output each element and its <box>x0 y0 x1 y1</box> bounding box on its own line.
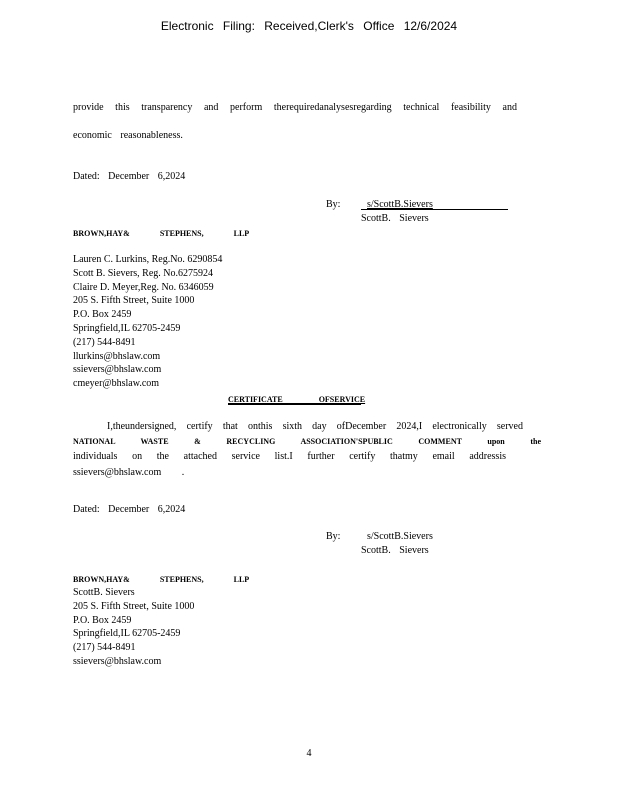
address-line: P.O. Box 2459 <box>73 614 132 626</box>
email-line: ssievers@bhslaw.com <box>73 364 162 376</box>
address-line: P.O. Box 2459 <box>73 309 132 321</box>
certificate-title-rule <box>228 404 361 405</box>
certificate-line-4: ssievers@bhslaw.com . <box>73 467 185 478</box>
certificate-line-1: I,theundersigned, certify that onthis sixth day ofDecember 2024,I electronically served <box>107 421 523 432</box>
attorney-block <box>73 253 222 391</box>
electronic-signature-1: s/ScottB.Sievers <box>367 199 433 210</box>
phone-line: (217) 544-8491 <box>73 336 136 348</box>
paragraph-line-1: provide this transparency and perform therequiredanalysesregarding technical feasibility and <box>73 102 517 113</box>
certificate-line-3: individuals on the attached service list.I further certify thatmy email addressis <box>73 451 506 462</box>
firm-name-1: BROWN,HAY& STEPHENS, LLP <box>73 229 250 238</box>
attorney-line: Scott B. Sievers, Reg. No.6275924 <box>73 267 213 279</box>
attorney-line: Claire D. Meyer,Reg. No. 6346059 <box>73 281 214 293</box>
email-line: cmeyer@bhslaw.com <box>73 378 160 390</box>
signer-name-2: ScottB. Sievers <box>361 545 429 556</box>
certificate-line-2: NATIONAL WASTE & RECYCLING ASSOCIATION'SPUBLIC COMMENT upon the <box>73 437 541 446</box>
email-line: ssievers@bhslaw.com <box>73 655 162 667</box>
signature-line-1 <box>361 209 508 210</box>
phone-line: (217) 544-8491 <box>73 642 136 654</box>
signer-name-1: ScottB. Sievers <box>361 213 429 224</box>
firm-name-2: BROWN,HAY& STEPHENS, LLP <box>73 575 250 584</box>
certificate-title: CERTIFICATE OFSERVICE <box>228 395 366 404</box>
attorney-line: Lauren C. Lurkins, Reg.No. 6290854 <box>73 254 223 265</box>
electronic-signature-2: s/ScottB.Sievers <box>367 531 433 542</box>
paragraph-line-2: economic reasonableness. <box>73 130 183 141</box>
dated-line-2: Dated: December 6,2024 <box>73 504 186 515</box>
address-line: 205 S. Fifth Street, Suite 1000 <box>73 295 195 307</box>
address-line: 205 S. Fifth Street, Suite 1000 <box>73 600 195 612</box>
email-line: llurkins@bhslaw.com <box>73 350 161 362</box>
signature-by-label-2: By: <box>326 531 341 542</box>
address-line: Springfield,IL 62705-2459 <box>73 628 181 640</box>
filing-header: Electronic Filing: Received,Clerk's Office 12/6/2024 <box>160 19 458 33</box>
contact-block-2 <box>73 586 194 669</box>
signature-by-label-1: By: <box>326 199 341 210</box>
contact-line: ScottB. Sievers <box>73 587 135 598</box>
dated-line-1: Dated: December 6,2024 <box>73 171 186 182</box>
address-line: Springfield,IL 62705-2459 <box>73 322 181 334</box>
page-number: 4 <box>306 748 312 759</box>
